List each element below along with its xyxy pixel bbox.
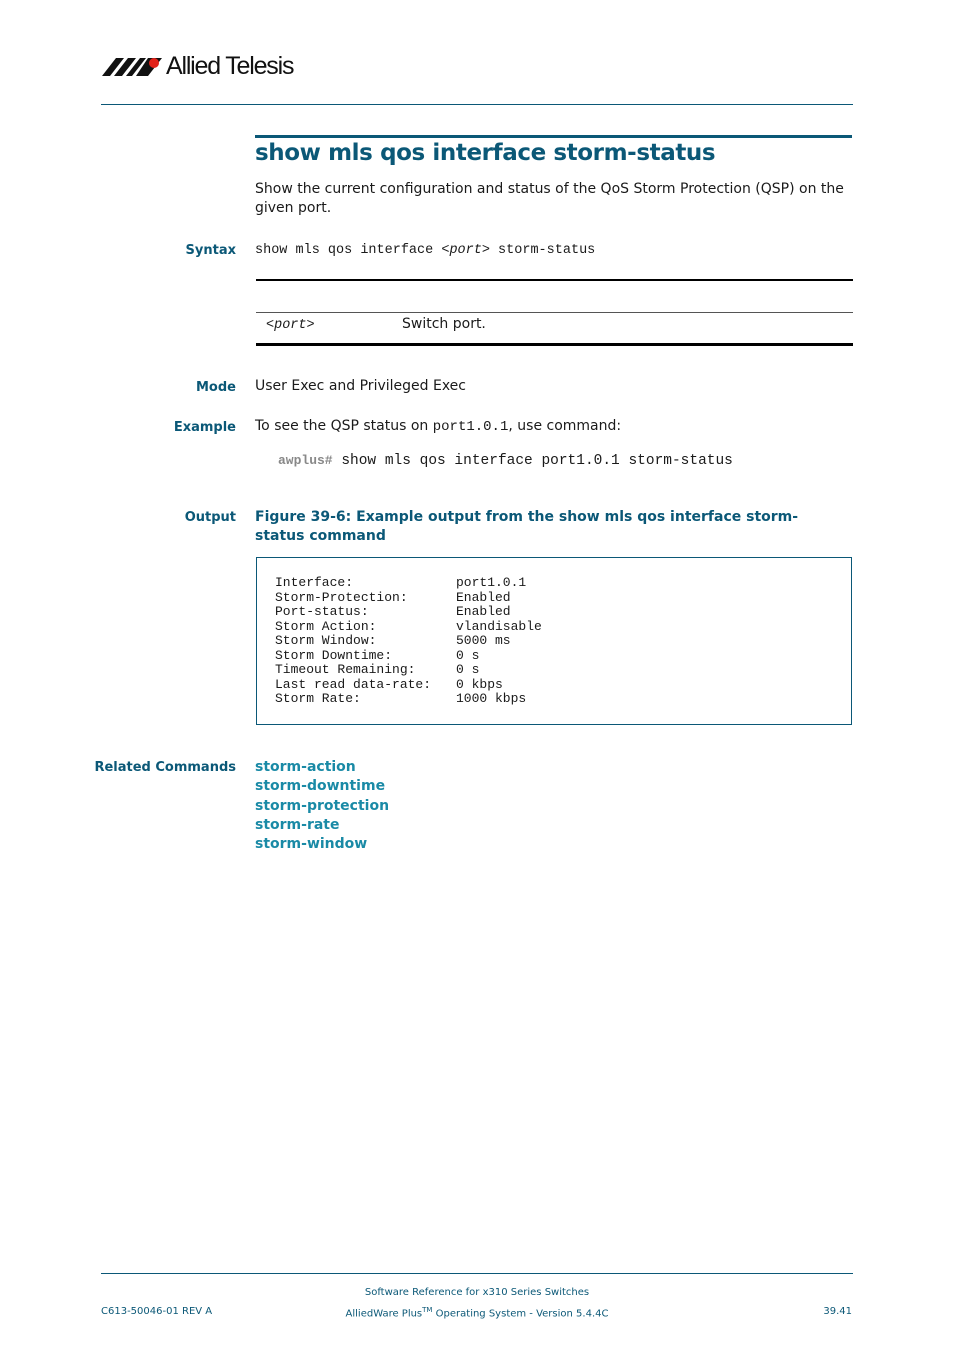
logo-text: Allied Telesis [166, 52, 294, 80]
output-key: Interface: [275, 575, 354, 590]
footer-tm: TM [422, 1306, 433, 1314]
output-value: vlandisable [456, 618, 542, 634]
output-line [275, 576, 526, 591]
output-value: 0 s [456, 647, 480, 663]
param-name: <port> [266, 318, 315, 333]
related-label: Related Commands [94, 760, 236, 775]
output-line [275, 678, 503, 693]
output-label: Output [184, 510, 236, 525]
related-link-storm-protection[interactable]: storm-protection [255, 797, 390, 814]
example-intro [255, 418, 621, 435]
output-value: port1.0.1 [456, 575, 527, 590]
footer-line2 [255, 1306, 699, 1319]
footer-page-number: 39.41 [823, 1306, 852, 1317]
output-line [275, 692, 526, 707]
footer-doc-id: C613-50046-01 REV A [101, 1306, 213, 1317]
output-value: 5000 ms [456, 633, 511, 648]
page-description: Show the current configuration and status of the QoS Storm Protection (QSP) on the given port. [255, 181, 844, 216]
param-description: Switch port. [402, 316, 486, 332]
output-value: Enabled [456, 589, 511, 605]
output-key: Storm-Protection: [275, 589, 408, 605]
param-table-header-rule [256, 312, 853, 313]
footer-version: Operating System - Version 5.4.4C [432, 1308, 609, 1320]
output-line [275, 663, 479, 678]
syntax-command [255, 243, 595, 258]
output-value: 0 kbps [456, 676, 503, 692]
related-links [255, 758, 389, 854]
related-link-storm-downtime[interactable]: storm-downtime [255, 778, 386, 795]
mode-text: User Exec and Privileged Exec [255, 378, 466, 394]
footer-product: AlliedWare Plus [345, 1308, 423, 1320]
logo-mark-icon [102, 54, 164, 78]
footer-line1: Software Reference for x310 Series Switches [364, 1287, 590, 1298]
footer-rule [101, 1273, 853, 1274]
output-key: Last read data-rate: [275, 676, 432, 692]
output-key: Timeout Remaining: [275, 662, 416, 677]
mode-label: Mode [196, 380, 236, 395]
syntax-label: Syntax [185, 243, 236, 258]
param-table-bottom-rule [256, 343, 853, 346]
related-link-storm-rate[interactable]: storm-rate [255, 816, 340, 833]
output-line [275, 634, 511, 649]
param-table-row [256, 314, 853, 342]
output-key: Port-status: [275, 604, 369, 619]
output-line [275, 591, 511, 606]
output-line [275, 605, 511, 620]
figure-caption: Figure 39-6: Example output from the show mls qos interface storm-status command [255, 509, 799, 544]
header-rule [101, 104, 853, 105]
syntax-suffix: storm-status [489, 243, 596, 258]
output-key: Storm Action: [275, 618, 377, 634]
output-value: Enabled [456, 604, 511, 619]
output-value: 0 s [456, 662, 480, 677]
example-intro-after: , use command: [508, 418, 622, 434]
example-intro-before: To see the QSP status on [255, 418, 433, 434]
page-title: show mls qos interface storm-status [255, 140, 716, 166]
output-key: Storm Downtime: [275, 647, 393, 663]
output-key: Storm Rate: [275, 691, 361, 706]
example-command-line [278, 453, 733, 469]
company-logo [102, 52, 302, 80]
example-prompt: awplus# [278, 453, 333, 468]
related-link-storm-window[interactable]: storm-window [255, 836, 368, 853]
output-value: 1000 kbps [456, 691, 527, 706]
output-line [275, 649, 479, 664]
output-key: Storm Window: [275, 633, 377, 648]
output-line [275, 620, 542, 635]
example-intro-code: port1.0.1 [432, 419, 509, 435]
syntax-param: <port> [441, 243, 490, 258]
example-label: Example [173, 420, 236, 435]
syntax-cmd-text: show mls qos interface [255, 243, 442, 258]
param-table-top-rule [256, 279, 853, 281]
title-rule [255, 135, 852, 138]
example-command: show mls qos interface port1.0.1 storm-status [341, 453, 733, 469]
output-box [256, 557, 852, 725]
related-link-storm-action[interactable]: storm-action [255, 759, 356, 775]
